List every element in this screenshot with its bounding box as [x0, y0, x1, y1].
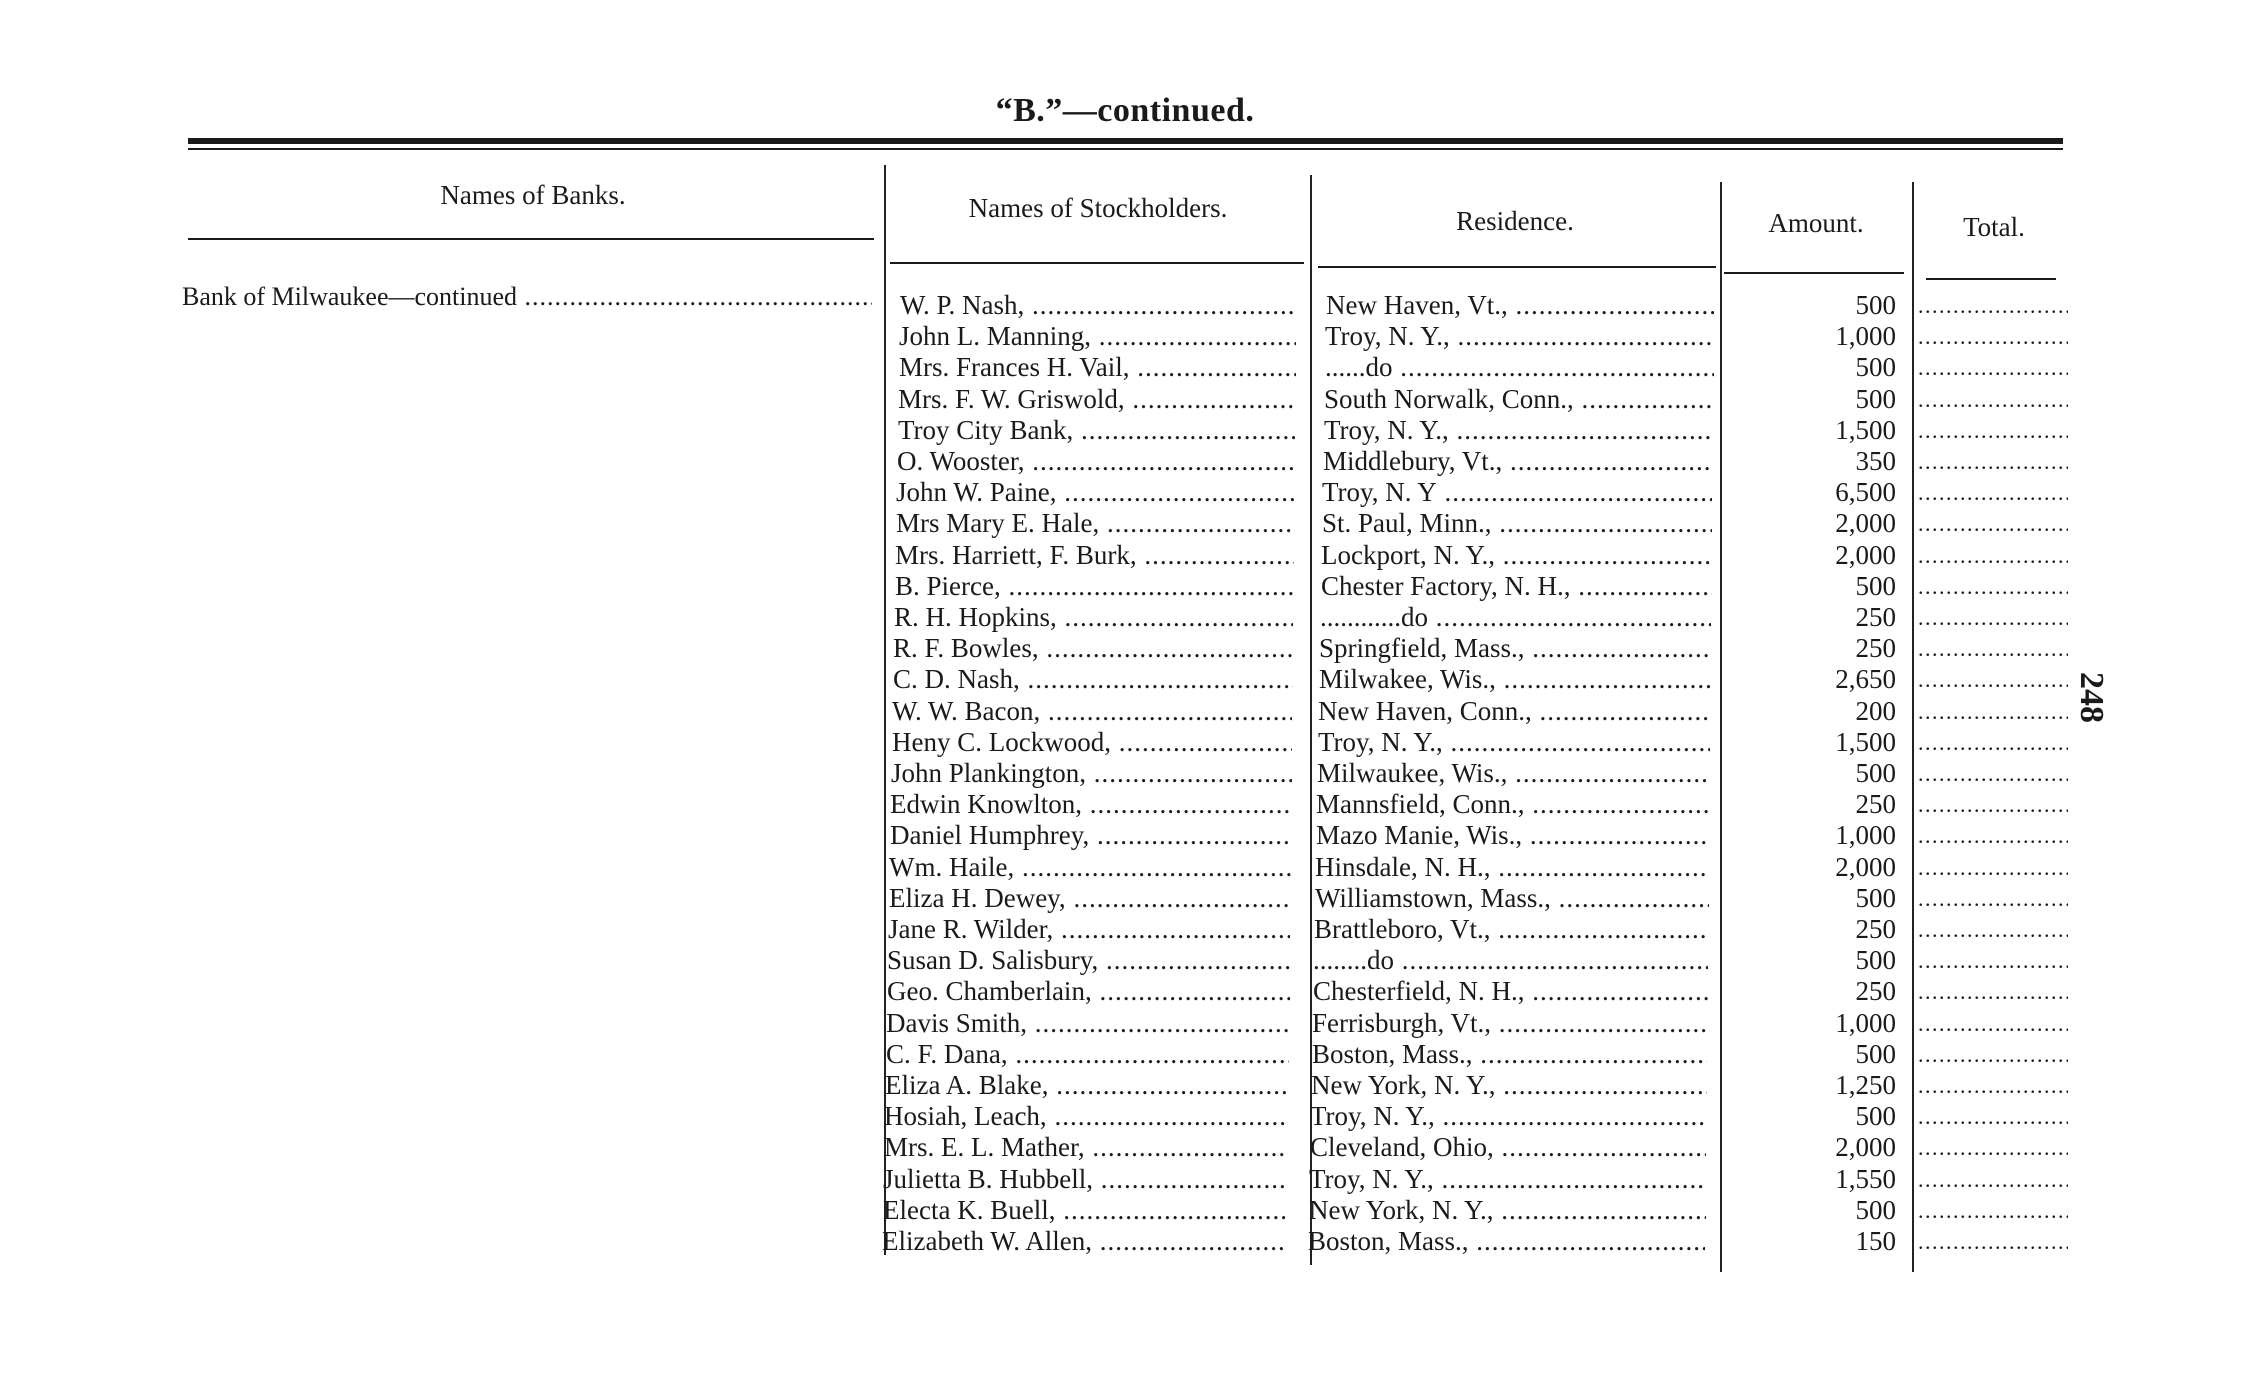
- total-leader: [1918, 883, 2068, 914]
- stockholder-amount: 1,500: [1835, 414, 1896, 445]
- stockholder-name: C. D. Nash, .....: [893, 664, 1293, 695]
- stockholder-name: W. W. Bacon, .....: [892, 696, 1292, 727]
- table-row: [0, 352, 2250, 383]
- stockholder-amount: 500: [1855, 1101, 1896, 1132]
- stockholder-amount: 1,000: [1835, 820, 1896, 851]
- stockholder-name: R. H. Hopkins, .....: [894, 602, 1293, 633]
- header-amount: Amount.: [1768, 208, 1864, 238]
- stockholder-residence: Mazo Manie, Wis., .....: [1316, 820, 1709, 851]
- stockholder-name: Heny C. Lockwood, .....: [892, 727, 1292, 758]
- stockholder-name: Electa K. Buell, .....: [883, 1195, 1288, 1226]
- stockholder-residence: Springfield, Mass., .....: [1319, 633, 1711, 664]
- total-leader: [1918, 852, 2068, 883]
- total-leader: [1918, 914, 2068, 945]
- stockholder-name: Geo. Chamberlain, .....: [887, 976, 1290, 1007]
- stockholder-name: John W. Paine, .....: [896, 477, 1294, 508]
- stockholder-amount: 1,000: [1835, 321, 1896, 352]
- header-total: Total.: [1963, 212, 2025, 242]
- stockholder-name: Eliza A. Blake, .....: [885, 1070, 1289, 1101]
- total-leader: [1918, 633, 2068, 664]
- stockholder-residence: New York, N. Y., .....: [1309, 1195, 1706, 1226]
- table-row: [0, 664, 2250, 695]
- table-row: [0, 1164, 2250, 1195]
- table-row: [0, 1039, 2250, 1070]
- stockholder-amount: 500: [1855, 945, 1896, 976]
- header-names-of-banks: Names of Banks.: [440, 180, 626, 210]
- table-row: [0, 1101, 2250, 1132]
- stockholder-amount: 250: [1855, 602, 1896, 632]
- stockholder-amount: 500: [1855, 1194, 1896, 1225]
- total-leader: [1918, 1195, 2068, 1226]
- stockholder-residence: ......do .....: [1325, 352, 1714, 383]
- total-leader: [1918, 1039, 2068, 1070]
- stockholder-amount: 2,000: [1835, 1132, 1896, 1163]
- total-leader: [1918, 664, 2068, 695]
- stockholder-name: O. Wooster, .....: [897, 446, 1295, 477]
- stockholder-amount: 500: [1855, 383, 1896, 414]
- table-row: [0, 1132, 2250, 1163]
- stockholder-residence: Chesterfield, N. H., .....: [1313, 976, 1708, 1007]
- stockholder-residence: New Haven, Conn., .....: [1318, 696, 1710, 727]
- total-leader: [1918, 1226, 2068, 1257]
- table-row: [0, 914, 2250, 945]
- table-row: [0, 883, 2250, 914]
- table-row: [0, 384, 2250, 415]
- stockholder-amount: 1,000: [1835, 1007, 1896, 1038]
- stockholder-residence: Troy, N. Y., .....: [1318, 727, 1710, 758]
- stockholder-name: Mrs. Harriett, F. Burk, .....: [895, 540, 1294, 571]
- table-row: [0, 477, 2250, 508]
- stockholder-name: Susan D. Salisbury, .....: [887, 945, 1290, 976]
- total-leader: [1918, 571, 2068, 602]
- stockholder-amount: 500: [1855, 570, 1896, 601]
- stockholder-name: Mrs. Frances H. Vail, .....: [899, 352, 1296, 383]
- table-row: [0, 290, 2250, 321]
- table-row: [0, 321, 2250, 352]
- top-rule: [188, 138, 2063, 144]
- total-leader: [1918, 1164, 2068, 1195]
- total-leader: [1918, 727, 2068, 758]
- table-row: [0, 1226, 2250, 1257]
- stockholder-residence: Troy, N. Y., .....: [1309, 1164, 1706, 1195]
- table-row: [0, 508, 2250, 539]
- total-leader: [1918, 508, 2068, 539]
- total-leader: [1918, 696, 2068, 727]
- stockholder-amount: 250: [1855, 633, 1896, 664]
- stockholder-name: John Plankington, .....: [891, 758, 1292, 789]
- stockholder-residence: New Haven, Vt., .....: [1326, 290, 1714, 321]
- stockholder-residence: Brattleboro, Vt., .....: [1314, 914, 1708, 945]
- total-leader: [1918, 602, 2068, 633]
- stockholder-residence: Milwaukee, Wis., .....: [1317, 758, 1710, 789]
- total-leader: [1918, 321, 2068, 352]
- stockholder-name: W. P. Nash, .....: [900, 290, 1296, 321]
- stockholder-amount: 2,650: [1835, 664, 1896, 695]
- stockholder-residence: Lockport, N. Y., .....: [1321, 540, 1712, 571]
- page-title: “B.”—continued.: [995, 92, 1255, 129]
- stockholder-amount: 2,000: [1835, 539, 1896, 570]
- stockholder-name: Mrs. E. L. Mather, .....: [884, 1132, 1288, 1163]
- stockholder-residence: Mannsfield, Conn., .....: [1316, 789, 1709, 820]
- total-leader: [1918, 1070, 2068, 1101]
- stockholder-name: B. Pierce, .....: [895, 571, 1294, 602]
- stockholder-amount: 2,000: [1835, 508, 1896, 539]
- table-row: [0, 415, 2250, 446]
- table-row: [0, 540, 2250, 571]
- table-row: [0, 820, 2250, 851]
- total-leader: [1918, 758, 2068, 789]
- stockholder-name: Jane R. Wilder, .....: [888, 914, 1290, 945]
- stockholder-name: Elizabeth W. Allen, .....: [882, 1226, 1287, 1257]
- stockholder-amount: 500: [1855, 882, 1896, 913]
- table-row: [0, 727, 2250, 758]
- table-row: [0, 1008, 2250, 1039]
- table-row: [0, 602, 2250, 633]
- stockholder-residence: New York, N. Y., .....: [1311, 1070, 1707, 1101]
- total-leader: [1918, 415, 2068, 446]
- stockholder-residence: St. Paul, Minn., .....: [1322, 508, 1712, 539]
- table-row: [0, 571, 2250, 602]
- total-leader: [1918, 352, 2068, 383]
- stockholder-amount: 200: [1855, 695, 1896, 726]
- stockholder-residence: Chester Factory, N. H., .....: [1321, 571, 1712, 602]
- stockholder-amount: 1,550: [1835, 1163, 1896, 1194]
- total-leader: [1918, 945, 2068, 976]
- header-residence: Residence.: [1456, 206, 1574, 236]
- stockholder-amount: 250: [1855, 789, 1896, 820]
- stockholder-residence: Troy, N. Y .....: [1322, 477, 1712, 508]
- stockholder-residence: Boston, Mass., .....: [1308, 1226, 1705, 1257]
- page-number: 248: [2073, 672, 2110, 723]
- total-leader: [1918, 976, 2068, 1007]
- stockholder-residence: ........do .....: [1313, 945, 1708, 976]
- stockholder-residence: Troy, N. Y., .....: [1310, 1101, 1706, 1132]
- table-row: [0, 852, 2250, 883]
- table-row: [0, 976, 2250, 1007]
- stockholder-residence: Cleveland, Ohio, .....: [1310, 1132, 1706, 1163]
- stockholder-name: Hosiah, Leach, .....: [884, 1101, 1288, 1132]
- stockholder-amount: 350: [1855, 446, 1896, 476]
- stockholder-residence: Troy, N. Y., .....: [1324, 415, 1713, 446]
- stockholder-name: C. F. Dana, .....: [886, 1039, 1289, 1070]
- stockholder-residence: Boston, Mass., .....: [1312, 1039, 1707, 1070]
- total-leader: [1918, 820, 2068, 851]
- stockholder-name: Davis Smith, .....: [886, 1008, 1289, 1039]
- stockholder-residence: Williamstown, Mass., .....: [1315, 883, 1709, 914]
- stockholder-amount: 250: [1855, 914, 1896, 944]
- header-underline-banks: [188, 238, 874, 240]
- total-leader: [1918, 1101, 2068, 1132]
- stockholder-residence: South Norwalk, Conn., .....: [1324, 384, 1713, 415]
- stockholder-amount: 6,500: [1835, 477, 1896, 508]
- stockholder-name: Daniel Humphrey, .....: [890, 820, 1291, 851]
- total-leader: [1918, 290, 2068, 321]
- stockholder-residence: ............do .....: [1320, 602, 1711, 633]
- stockholder-residence: Milwakee, Wis., .....: [1319, 664, 1711, 695]
- table-row: [0, 633, 2250, 664]
- total-leader: [1918, 1132, 2068, 1163]
- total-leader: [1918, 1008, 2068, 1039]
- stockholder-amount: 1,250: [1835, 1070, 1896, 1100]
- total-leader: [1918, 477, 2068, 508]
- stockholder-residence: Middlebury, Vt., .....: [1323, 446, 1713, 477]
- stockholder-amount: 150: [1855, 1226, 1896, 1256]
- stockholder-name: Eliza H. Dewey, .....: [889, 883, 1291, 914]
- header-underline-stockholders: [890, 262, 1304, 264]
- bank-name: Bank of Milwaukee—continued .....: [182, 282, 872, 312]
- table-row: [0, 945, 2250, 976]
- stockholder-name: R. F. Bowles, .....: [893, 633, 1293, 664]
- stockholder-amount: 1,500: [1835, 726, 1896, 757]
- table-row: [0, 1070, 2250, 1101]
- total-leader: [1918, 446, 2068, 477]
- stockholder-name: Edwin Knowlton, .....: [890, 789, 1291, 820]
- table-row: [0, 758, 2250, 789]
- stockholder-name: Mrs. F. W. Griswold, .....: [898, 384, 1295, 415]
- header-underline-total: [1926, 278, 2056, 280]
- table-row: [0, 789, 2250, 820]
- stockholder-name: John L. Manning, .....: [899, 321, 1296, 352]
- header-underline-amount: [1724, 272, 1904, 274]
- total-leader: [1918, 789, 2068, 820]
- top-rule-thin: [188, 148, 2063, 150]
- header-underline-residence: [1318, 266, 1716, 268]
- table-row: [0, 1195, 2250, 1226]
- stockholder-amount: 2,000: [1835, 851, 1896, 882]
- stockholder-amount: 500: [1855, 352, 1896, 383]
- stockholder-amount: 250: [1855, 976, 1896, 1007]
- total-leader: [1918, 540, 2068, 571]
- total-leader: [1918, 384, 2068, 415]
- header-names-of-stockholders: Names of Stockholders.: [968, 193, 1228, 223]
- stockholder-name: Mrs Mary E. Hale, .....: [896, 508, 1294, 539]
- stockholder-residence: Hinsdale, N. H., .....: [1315, 852, 1709, 883]
- stockholder-residence: Ferrisburgh, Vt., .....: [1312, 1008, 1707, 1039]
- stockholder-amount: 500: [1855, 758, 1896, 788]
- table-row: [0, 696, 2250, 727]
- stockholder-residence: Troy, N. Y., .....: [1325, 321, 1714, 352]
- table-row: [0, 446, 2250, 477]
- stockholder-amount: 500: [1855, 290, 1896, 320]
- stockholder-name: Wm. Haile, .....: [889, 852, 1291, 883]
- stockholder-amount: 500: [1855, 1038, 1896, 1069]
- stockholder-name: Troy City Bank, .....: [898, 415, 1295, 446]
- stockholder-name: Julietta B. Hubbell, .....: [883, 1164, 1288, 1195]
